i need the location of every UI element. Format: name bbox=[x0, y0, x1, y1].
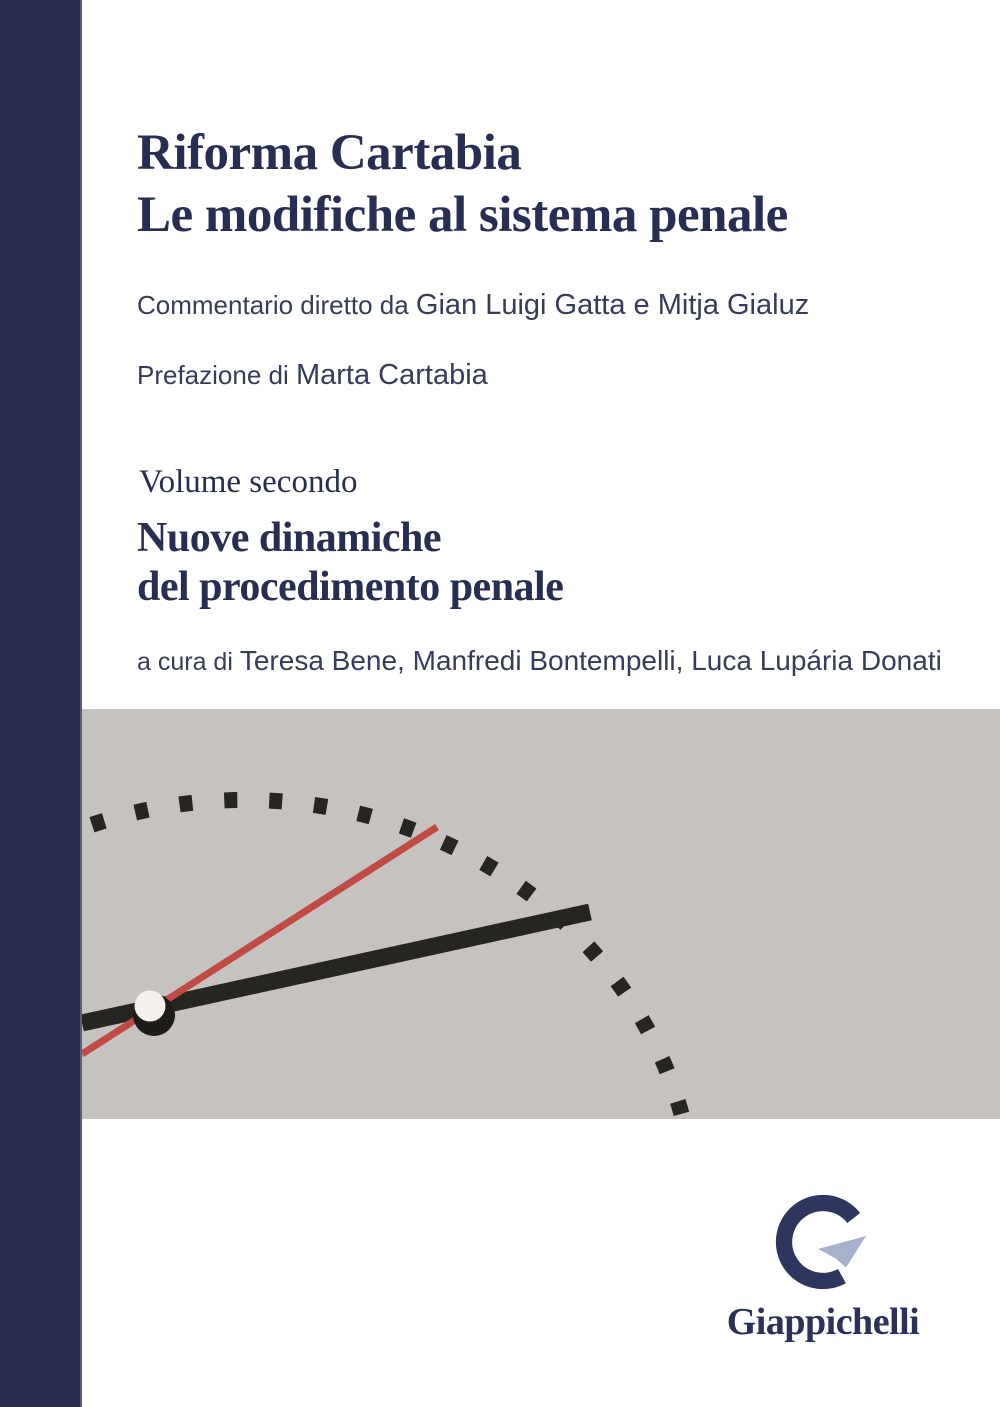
preface-line bbox=[137, 358, 488, 392]
preface-author: Marta Cartabia bbox=[295, 359, 488, 391]
logo-g-ring bbox=[784, 1203, 854, 1281]
logo-arrow-icon bbox=[818, 1236, 866, 1267]
editors-names: Teresa Bene, Manfredi Bontempelli, Luca Lupária Donati bbox=[239, 645, 942, 676]
volume-title-line-2: del procedimento penale bbox=[137, 564, 564, 610]
volume-title-line-1: Nuove dinamiche bbox=[137, 515, 442, 561]
editors-line bbox=[137, 644, 942, 679]
illustration-band bbox=[82, 709, 1000, 1119]
clock-illustration-icon bbox=[82, 709, 1000, 1119]
commentary-prefix: Commentario diretto da bbox=[137, 290, 416, 320]
volume-title bbox=[137, 514, 563, 612]
title-line-2: Le modifiche al sistema penale bbox=[137, 187, 788, 243]
volume-label: Volume secondo bbox=[139, 464, 358, 500]
title-line-1: Riforma Cartabia bbox=[137, 125, 522, 181]
preface-prefix: Prefazione di bbox=[137, 360, 296, 390]
publisher-name: Giappichelli bbox=[726, 1301, 920, 1343]
clock-pivot-dot bbox=[135, 991, 166, 1022]
page-title bbox=[137, 122, 788, 246]
publisher-logo-icon bbox=[775, 1194, 871, 1290]
editors-prefix: a cura di bbox=[137, 648, 240, 676]
commentary-line bbox=[137, 288, 809, 322]
spine-stripe bbox=[0, 0, 82, 1407]
commentary-directors: Gian Luigi Gatta e Mitja Gialuz bbox=[415, 289, 810, 321]
